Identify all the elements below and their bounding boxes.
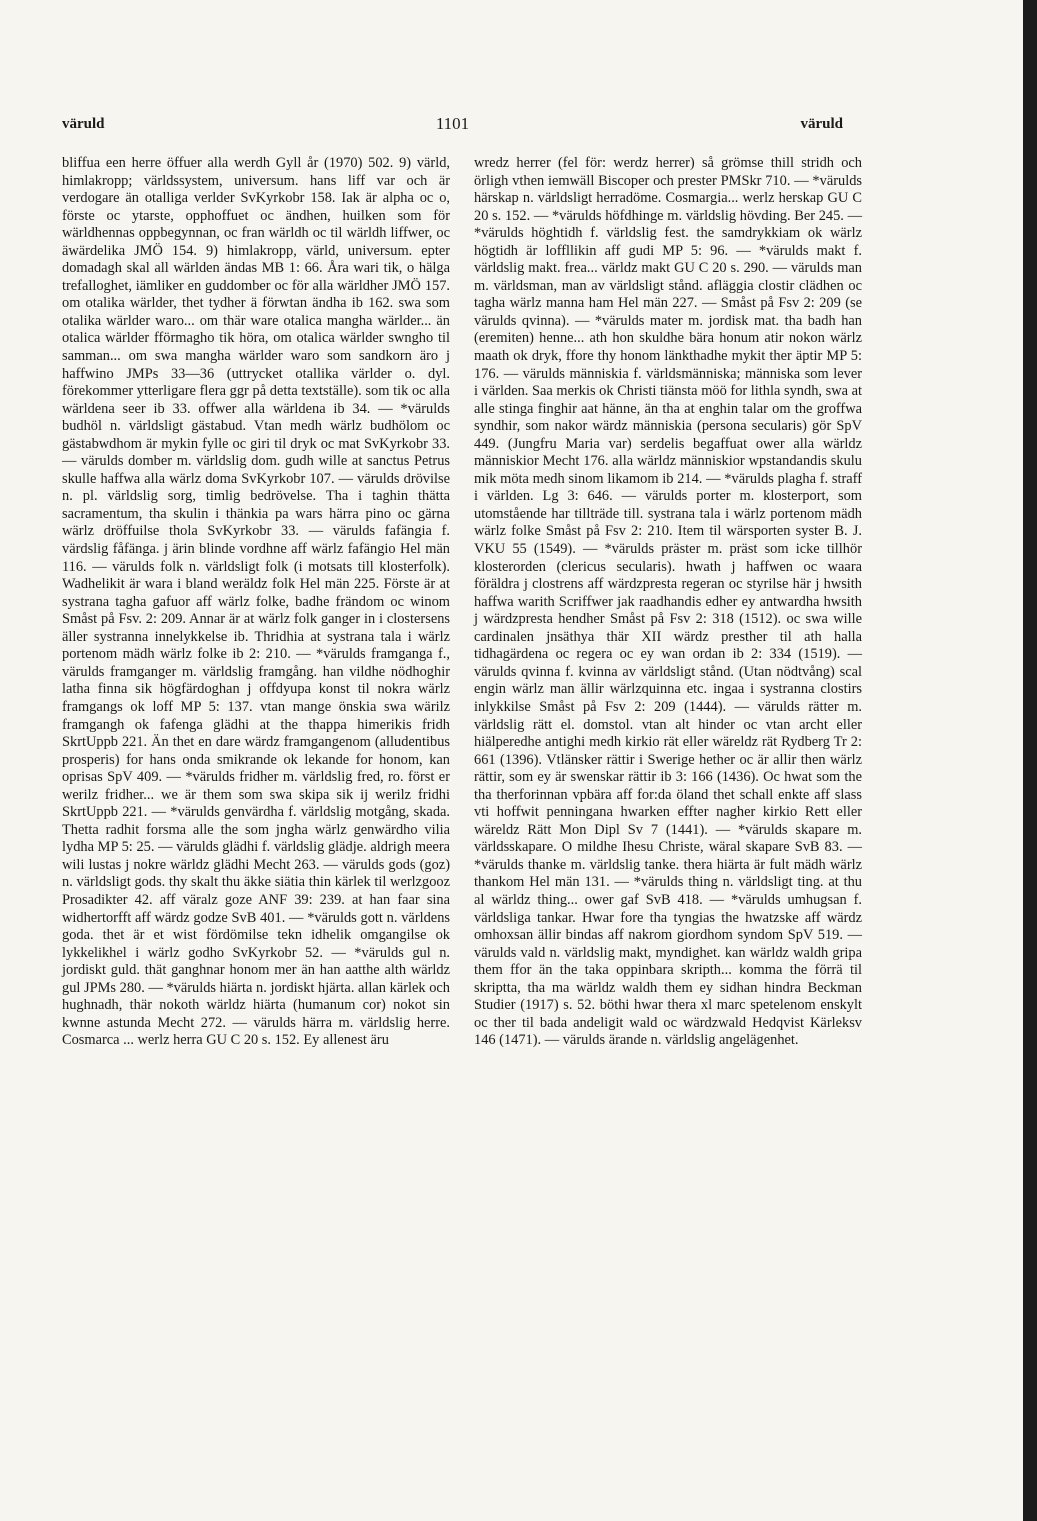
right-column-text: wredz herrer (fel för: werdz herrer) så grömse thill stridh och örligh vthen iemwäll Biscoper och prester PMSkr 710. — *värulds härskap n. världsligt herradöme. Cosmargia... werlz herskap GU C 20 s. 152. — *värulds höfdhinge m. världslig hövding. Ber 245. — *värulds höghtidh f. världslig fest. the samdrykkiam ok wärlz högtidh är loffllikin aff gudi MP 5: 96. — *värulds makt f. världslig makt. frea... världz makt GU C 20 s. 290. — värulds man m. världsman, man av världsligt stånd. afläggia clostir clädhen oc tagha wärlz manna ham Hel män 227. — Småst på Fsv 2: 209 (se värulds qvinna). — *värulds mater m. jordisk mat. tha badh han (eremiten) henne... ath hon skuldhe bära honum atir nokon wärlz maath ok dryk, ffore thy honom länkthadhe mykit ther äptir MP 5: 176. — värulds människia f. världsmänniska; människa som lever i världen. Saa merkis ok Christi tiänsta möö for lithla syndh, swa at alle stinga finghir aat hänne, än tha at enghin talar om the groffwa syndhir, som nakor wärdz människia (persona secularis) gör SpV 449. (Jungfru Maria var) serdelis begaffuat ower alla wärldz människior Mecht 176. alla wärldz människior wpstandandis skulu mik möta medh sinom likamom ib 214. — *värulds plagha f. straff i världen. Lg 3: 646. — värulds porter m. klosterport, som utomstående har tillträde till. systrana tala i wärlz portenom mädh wärlz folke Småst på Fsv 2: 210. Item til wärsporten syster B. J. VKU 55 (1549). — *värulds präster m. präst som icke tillhör klosterorden (clericus secularis). hwath j haffwen oc waara föräldra j clostrens aff wärdzpresta regeran oc styrilse här j hwsith haffwa warith Scriffwer jak raadhandis edher ey antwardha hwsith j wärdzpresta hendher Småst på Fsv 2: 318 (1512). oc swa wille cardinalen jnsäthya thär XII wärdz presther til ath halla tidhagärdena oc regera oc ey wan ordan ib 2: 334 (1519). — värulds qvinna f. kvinna av världsligt stånd. (Utan nödtvång) scal engin wärlz man ällir wärlzquinna etc. ingaa i systranna clostirs inlykkilse Småst på Fsv 2: 209 (1444). — värulds rätter m. världslig rätt el. domstol. vtan alt hinder oc vtan archt eller hiälperedhe antighi medh kirkio rät eller wäreldz rät Rydberg Tr 2: 661 (1396). Vtlänsker rättir i Swerige hether oc är allir then wärlz rättir, som ey är swenskar rättir ib 3: 166 (1436). Oc hwat som the tha therforinnan vpbära aff for:da öland thet schall enkte aff slass vti hoffwit penningana hwarken effter nagher kirkio Rett eller wäreldz Rätt Mon Dipl Sv 7 (1441). — *värulds skapare m. världsskapare. O mildhe Ihesu Christe, wäral skapare SvB 83. — *värulds thanke m. världslig tanke. thera hiärta är fult mädh wärlz thankom Hel män 131. — *värulds thing n. världsligt ting. at thu al wärldz thing... ower gaf SvB 418. — *värulds umhugsan f. världsliga tankar. Hwar fore tha tyngias the hwatzske aff wärdz omhoxsan ällir bindas aff nakrom giordhom syndom SpV 519. — värulds vald n. världslig makt, myndighet. kan wärldz waldh gripa them ffor än the taka oppinbara skripth... komma the förrä til skriptta, tha ma wärldz waldh them ey sidhan hindra Beckman Studier (1917) s. 52. böthi hwar thera xl marc spetelenom enskylt oc ther til bada andeligit wald oc wärdzwald Hedqvist Kärleksv 146 (1471). — värulds ärande n. världslig angelägenhet. [474,155,862,1049]
scan-edge [1023,0,1037,1521]
page-number: 1101 [435,114,470,133]
header-left-guideword: väruld [62,116,105,132]
left-column-text: bliffua een herre öffuer alla werdh Gyll år (1970) 502. 9) värld, himlakropp; världssystem, universum. hans liff var och är verdogare än otalliga verlder SvKyrkobr 158. Iak är alpha oc o, förste oc ytarste, opphoffuet oc ändhen, huilken som för wärldhennas oppbegynnan, oc fran wärldh oc til wärldh liffwer, oc äwärdelika JMÖ 154. 9) himlakropp, värld, universum. epter domadagh skal all wärlden ändas MB 1: 66. Åra wari tik, o hälga trefalloghet, iämliker en guddomber oc för alla wärldher JMÖ 157. om otalika wärlder, thet tydher ä förwtan ändha ib 162. swa som otalika wärlder waro... om thär ware otalica mangha wärlder... än otalica wärlder fförmagho tik höra, om otalica wärlder swngho til samman... om swa mangha wärlder waro som sandkorn äro j haffwino JMPs 33—36 (uttrycket otallika världer o. dyl. förekommer ytterligare flera ggr på detta textställe). som tik oc alla wärldena seer ib 33. offwer alla wärldena ib 34. — *värulds budhöl n. världsligt gästabud. Vtan medh wärlz budhölom oc gästabwdhom är mykin fylle oc giri til dryk oc mat SvKyrkobr 33. — värulds domber m. världslig dom. gudh wille at sanctus Petrus skulle haffwa alla wärlz doma SvKyrkobr 107. — värulds drövilse n. pl. världslig sorg, timlig bedrövelse. Tha i taghin thätta sacramentum, tha skulin i thänkia pa wars härra pino oc gärna wärlz dröffuilse thola SvKyrkobr 33. — värulds fafängia f. värdslig fåfänga. j ärin blinde vordhne aff wärlz fafängio Hel män 116. — värulds folk n. världsligt folk (i motsats till klosterfolk). Wadhelikit är wara i bland weräldz folk Hel män 225. Förste är at systrana tagha gafuor aff wärlz folke, badhe frändom oc winom Småst på Fsv. 2: 209. Annar är at wärlz folk ganger in i clostersens äller systranna innelykkelse ib. Thridhia at systrana tala i wärlz portenom mädh wärlz folke ib 2: 210. — *värulds framganga f., värulds framganger m. världslig framgång. han vildhe nödhoghir latha finna sik högfärdoghan j offdyupa konst til nokra wärlz framgangs ok loff MP 5: 137. vtan mange önskia swa wärilz framgangh ok fafenga glädhi at the thappa himerikis fridh SkrtUppb 221. Än thet en dare wärdz framgangenom (alludentibus prosperis) for hans onda smikrande ok lekande for honom, kan oprisas SpV 409. — *värulds fridher m. världslig fred, ro. först er werilz fridher... we är them som swa skipa sik ij werilz fridhi SkrtUppb 221. — *värulds genvärdha f. världslig motgång, skada. Thetta radhit forsma alle the som jngha wärlz genwärdho vilia lydha MP 5: 25. — värulds glädhi f. världslig glädje. aldrigh meera wili lustas j nokre wärldz glädhi Mecht 263. — värulds gods (goz) n. världsligt gods. thy skalt thu äkke siätia thin kärlek til werlzgooz Prosadikter 42. aff väralz goze ANF 39: 239. at han faar sina widhertorfft aff wärdz godze SvB 401. — *värulds gott n. världens goda. thet är et wist fördömilse tekn idhelik omgangilse ok lykkelikhel i wärlz godho SvKyrkobr 52. — *värulds gul n. jordiskt guld. thät ganghnar honom mer än han aatthe alth wärldz gul JPMs 280. — *värulds hiärta n. jordiskt hjärta. allan kärlek och hughnadh, thär nokoth wärldz hiärta (humanum cor) nokot sin kwnne astunda Mecht 272. — värulds härra m. världslig herre. Cosmarca ... werlz herra GU C 20 s. 152. Ey allenest äru [62,155,450,1049]
left-column [62,155,450,1050]
header-right-guideword: väruld [800,116,843,132]
right-column [474,155,862,1050]
